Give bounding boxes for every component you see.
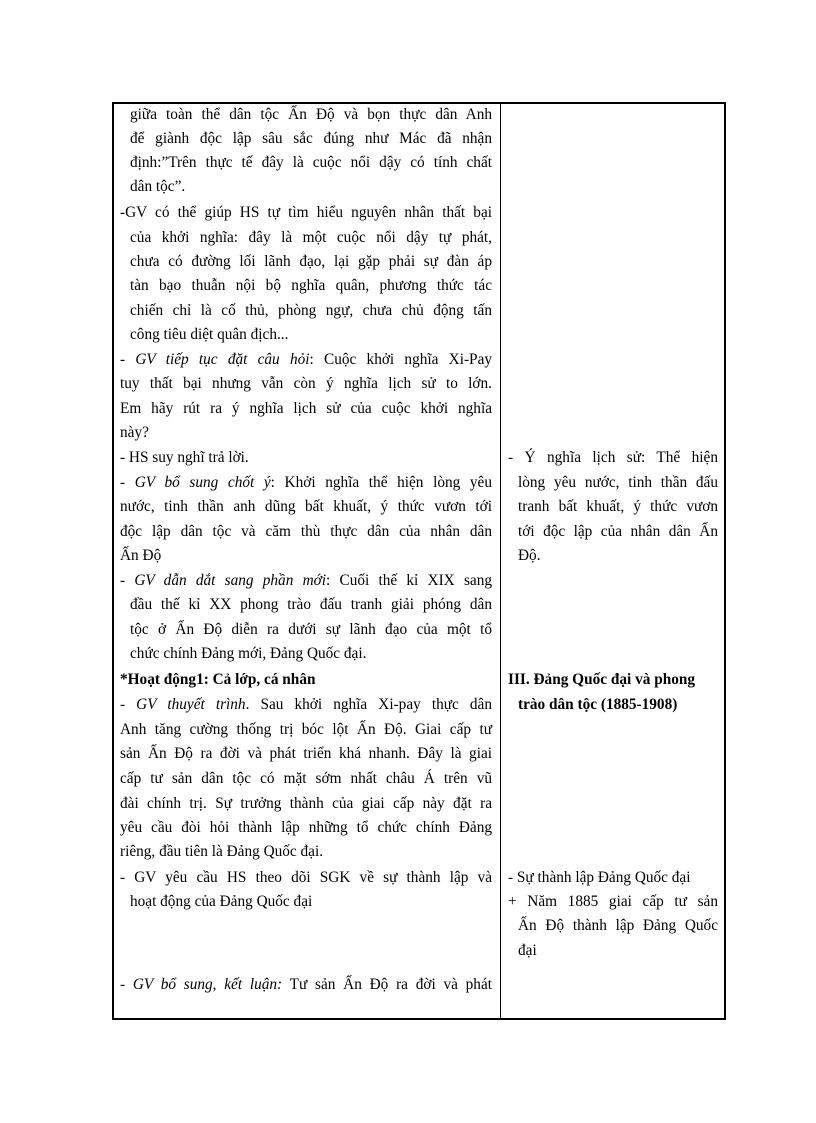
left-text-line: - GV yêu cầu HS theo dõi SGK về sự thành lập và [120,869,492,886]
right-text-line: - Sự thành lập Đảng Quốc đại [508,869,691,886]
left-text-line: chưa có đường lối lãnh đạo, lại gặp phải sự đàn áp [130,253,492,270]
right-text-line: tới độc lập của nhân dân Ấn [518,523,718,540]
right-text-line: Độ. [518,547,541,564]
italic-lead-phrase: - GV bổ sung, kết luận: [120,976,283,993]
left-text-line: *Hoạt động1: Cả lớp, cá nhân [120,671,316,688]
left-text-line: tàn bạo thuẫn nội bộ nghĩa quân, phương thức tác [130,277,492,294]
italic-lead-phrase: - GV thuyết trình [120,696,246,713]
left-text-line: - HS suy nghĩ trả lời. [120,449,249,466]
right-text-line: + Năm 1885 giai cấp tư sản [508,893,718,910]
line-text: : Cuộc khởi nghĩa Xi-Pay [309,351,493,368]
left-text-line: dân tộc”. [130,178,186,195]
line-text: Tư sản Ấn Độ ra đời và phát [282,976,492,993]
left-text-line: độc lập dân tộc và căm thù thực dân của nhân dân [120,523,492,540]
right-text-line: đại [518,942,537,959]
left-text-line: chức chính Đảng mới, Đảng Quốc đại. [130,645,367,662]
right-text-line: - Ý nghĩa lịch sử: Thể hiện [508,449,718,466]
left-text-line [120,695,492,715]
line-text: : Khởi nghĩa thể hiện lòng yêu [270,474,492,491]
left-text-line [120,975,492,995]
right-text-line: trào dân tộc (1885-1908) [518,696,678,713]
column-divider [500,104,501,1018]
left-text-line: đầu thế kỉ XX phong trào đấu tranh giải phóng dân [130,596,492,613]
left-text-line: đài chính trị. Sự trưởng thành của giai cấp này đặt ra [120,795,492,812]
left-text-line: Ấn Độ [120,547,162,564]
right-text-line: lòng yêu nước, tinh thần đấu [518,474,718,491]
left-text-line: tuy thất bại nhưng vẫn còn ý nghĩa lịch sử to lớn. [120,375,492,392]
line-text: . Sau khởi nghĩa Xi-pay thực dân [245,696,492,713]
left-text-line: sản Ấn Độ ra đời và phát triển khá nhanh. Đây là giai [120,745,492,762]
left-text-line: để giành độc lập sâu sắc đúng như Mác đã nhận [130,130,492,147]
left-text-line [120,350,492,370]
left-text-line: tộc ở Ấn Độ diễn ra dưới sự lãnh đạo của một tổ [130,621,492,638]
right-text-line: III. Đảng Quốc đại và phong [508,671,696,688]
line-text: : Cuối thế kỉ XIX sang [326,572,492,589]
left-text-line: nước, tinh thần anh dũng bất khuất, ý thức vươn tới [120,498,492,515]
lesson-table [112,102,726,1020]
italic-lead-phrase: - GV tiếp tục đặt câu hỏi [120,351,310,368]
left-text-line: chiến chỉ là cố thủ, phòng ngự, chưa chủ động tấn [130,302,492,319]
left-text-line: -GV có thể giúp HS tự tìm hiểu nguyên nhân thất bại [120,204,492,221]
left-text-line [120,571,492,591]
left-text-line: này? [120,424,149,441]
left-text-line: giữa toàn thể dân tộc Ấn Độ và bọn thực dân Anh [130,106,492,123]
left-text-line [120,473,492,493]
left-text-line: cấp tư sản dân tộc có mặt sớm nhất châu Á trên vũ [120,770,492,787]
right-text-line: Ấn Độ thành lập Đảng Quốc [518,917,718,934]
italic-lead-phrase: - GV bổ sung chốt ý [120,474,271,491]
right-text-line: tranh bất khuất, ý thức vươn [518,498,718,515]
left-text-line: định:”Trên thực tế đây là cuộc nổi dậy có tính chất [130,154,492,171]
left-text-line: Anh tăng cường thống trị bóc lột Ấn Độ. Giai cấp tư [120,721,492,738]
left-text-line: yêu cầu đòi hỏi thành lập những tổ chức chính Đảng [120,819,492,836]
italic-lead-phrase: - GV dẫn dắt sang phần mới [120,572,327,589]
left-text-line: riêng, đầu tiên là Đảng Quốc đại. [120,843,324,860]
left-text-line: Em hãy rút ra ý nghĩa lịch sử của cuộc khởi nghĩa [120,400,492,417]
left-text-line: công tiêu diệt quân địch... [130,326,289,343]
left-text-line: của khởi nghĩa: đây là một cuộc nổi dậy tự phát, [130,229,492,246]
left-text-line: hoạt động của Đảng Quốc đại [130,893,313,910]
